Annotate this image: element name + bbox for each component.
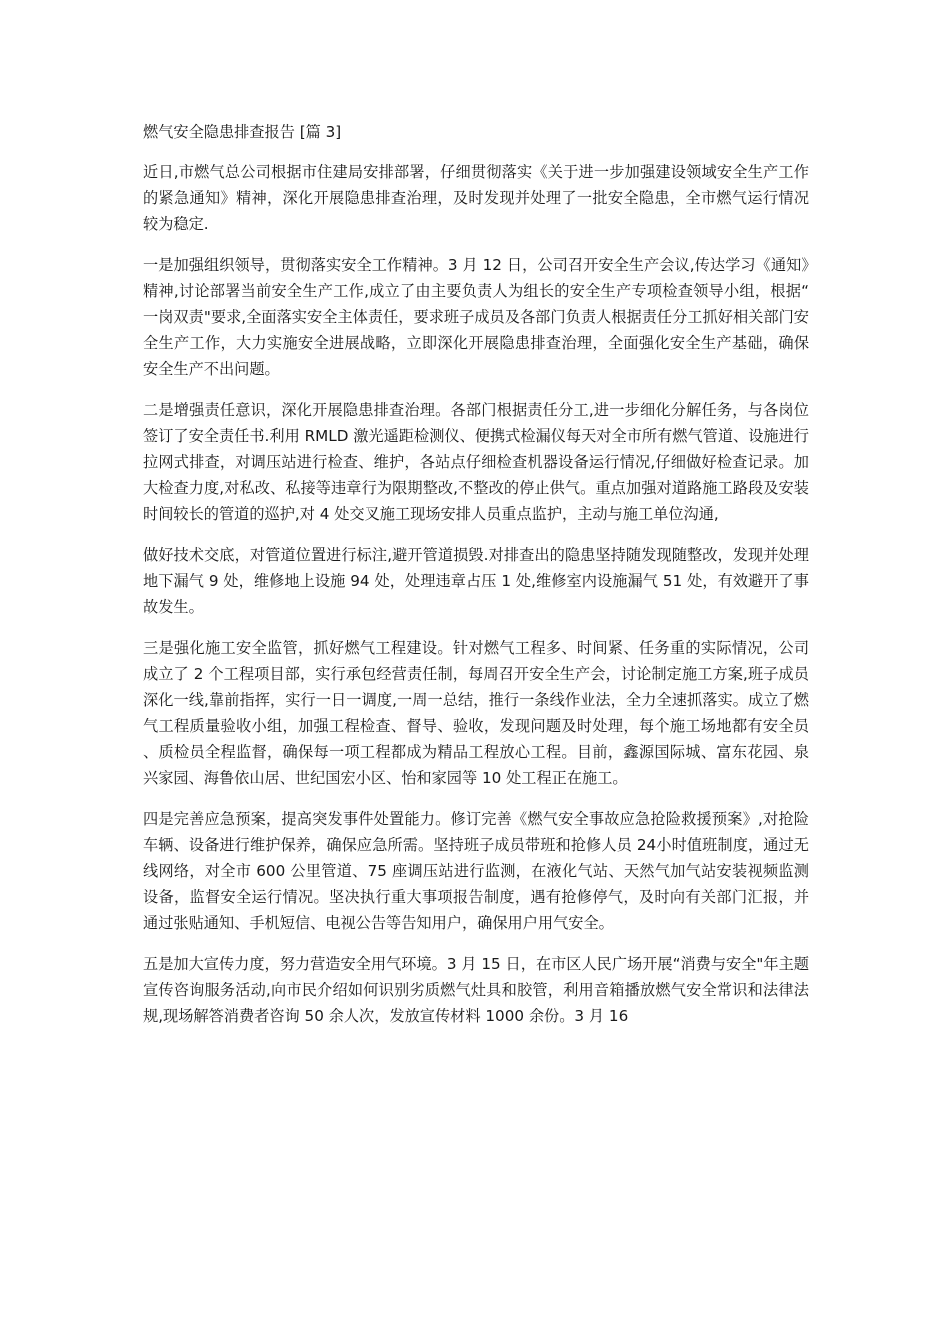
paragraph-organization-leadership: 一是加强组织领导，贯彻落实安全工作精神。3 月 12 日，公司召开安全生产会议,传达学习《通知》精神,讨论部署当前安全生产工作,成立了由主要负责人为组长的安全生产专项检查领导小组，根据“一岗双责"要求,全面落实安全主体责任，要求班子成员及各部门负责人根据责任分工抓好相关部门安全生产工作，大力实施安全进展战略，立即深化开展隐患排查治理，全面强化安全生产基础，确保安全生产不出问题。: [143, 256, 809, 378]
paragraph-technical-briefing: 做好技术交底，对管道位置进行标注,避开管道损毁.对排查出的隐患坚持随发现随整改，发现并处理地下漏气 9 处，维修地上设施 94 处，处理违章占压 1 处,维修室内设施漏气 51 处，有效避开了事故发生。: [143, 546, 809, 616]
document-body: [143, 119, 809, 1044]
paragraph-publicity: 五是加大宣传力度，努力营造安全用气环境。3 月 15 日，在市区人民广场开展“消费与安全"年主题宣传咨询服务活动,向市民介绍如何识别劣质燃气灶具和胶管，利用音箱播放燃气安全常识和法律法规,现场解答消费者咨询 50 余人次，发放宣传材料 1000 余份。3 月 16: [143, 955, 809, 1025]
paragraph-emergency-plan: 四是完善应急预案，提高突发事件处置能力。修订完善《燃气安全事故应急抢险救援预案》,对抢险车辆、设备进行维护保养，确保应急所需。坚持班子成员带班和抢修人员 24小时值班制度，通过无线网络，对全市 600 公里管道、75 座调压站进行监测，在液化气站、天然气加气站安装视频监测设备，监督安全运行情况。坚决执行重大事项报告制度，遇有抢修停气，及时向有关部门汇报，并通过张贴通知、手机短信、电视公告等告知用户，确保用户用气安全。: [143, 810, 809, 932]
paragraph-intro: 近日,市燃气总公司根据市住建局安排部署，仔细贯彻落实《关于进一步加强建设领域安全生产工作的紧急通知》精神，深化开展隐患排查治理，及时发现并处理了一批安全隐患，全市燃气运行情况较为稳定.: [143, 163, 809, 233]
paragraph-construction-supervision: 三是强化施工安全监管，抓好燃气工程建设。针对燃气工程多、时间紧、任务重的实际情况，公司成立了 2 个工程项目部，实行承包经营责任制，每周召开安全生产会，讨论制定施工方案,班子成员深化一线,靠前指挥，实行一日一调度,一周一总结，推行一条线作业法，全力全速抓落实。成立了燃气工程质量验收小组，加强工程检查、督导、验收，发现问题及时处理，每个施工场地都有安全员、质检员全程监督，确保每一项工程都成为精品工程放心工程。目前，鑫源国际城、富东花园、泉兴家园、海鲁依山居、世纪国宏小区、怡和家园等 10 处工程正在施工。: [143, 639, 809, 787]
document-title: 燃气安全隐患排查报告 [篇 3]: [143, 123, 342, 141]
paragraph-responsibility-inspection: 二是增强责任意识，深化开展隐患排查治理。各部门根据责任分工,进一步细化分解任务，与各岗位签订了安全责任书.利用 RMLD 激光遥距检测仪、便携式检漏仪每天对全市所有燃气管道、设施进行拉网式排查，对调压站进行检查、维护，各站点仔细检查机器设备运行情况,仔细做好检查记录。加大检查力度,对私改、私接等违章行为限期整改,不整改的停止供气。重点加强对道路施工路段及安装时间较长的管道的巡护,对 4 处交叉施工现场安排人员重点监护，主动与施工单位沟通,: [143, 401, 809, 523]
